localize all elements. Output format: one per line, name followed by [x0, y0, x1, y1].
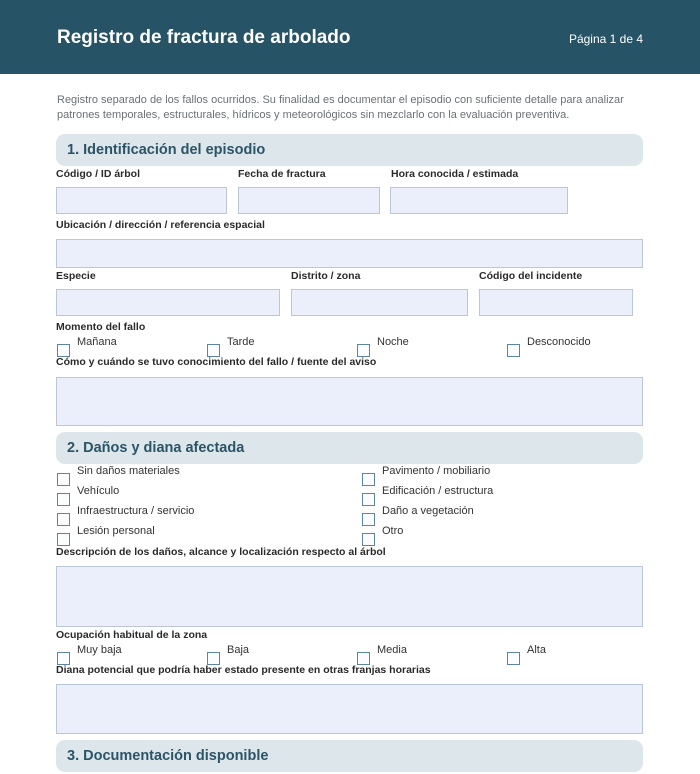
danos-option-label: Sin daños materiales — [77, 465, 180, 477]
ocupacion-checkbox-alta[interactable] — [507, 652, 520, 665]
conocimiento-textarea[interactable] — [56, 377, 643, 426]
danos-checkbox[interactable] — [57, 513, 70, 526]
section-identificacion-header — [56, 134, 643, 166]
incidente-label: Código del incidente — [479, 270, 583, 282]
momento-option-label: Noche — [377, 336, 409, 348]
distrito-label: Distrito / zona — [291, 270, 361, 282]
section-danos-header — [56, 432, 643, 464]
fecha-label: Fecha de fractura — [238, 168, 326, 180]
danos-checkbox[interactable] — [57, 493, 70, 506]
section-title: 3. Documentación disponible — [67, 748, 269, 764]
diana-textarea[interactable] — [56, 684, 643, 734]
ubicacion-label: Ubicación / dirección / referencia espacial — [56, 219, 265, 231]
section-documentacion-header — [56, 740, 643, 772]
form-title: Registro de fractura de arbolado — [57, 27, 351, 48]
fecha-field[interactable] — [238, 187, 380, 214]
descripcion-textarea[interactable] — [56, 566, 643, 627]
danos-option-label: Lesión personal — [77, 525, 155, 537]
danos-option-label: Daño a vegetación — [382, 505, 474, 517]
diana-label: Diana potencial que podría haber estado presente en otras franjas horarias — [56, 664, 431, 676]
momento-option-label: Mañana — [77, 336, 117, 348]
danos-checkbox[interactable] — [362, 513, 375, 526]
ubicacion-field[interactable] — [56, 239, 643, 268]
especie-label: Especie — [56, 270, 96, 282]
codigo-field[interactable] — [56, 187, 227, 214]
danos-checkbox[interactable] — [57, 533, 70, 546]
incidente-field[interactable] — [479, 289, 633, 316]
danos-checkbox[interactable] — [362, 493, 375, 506]
ocupacion-option-label: Media — [377, 644, 407, 656]
ocupacion-label: Ocupación habitual de la zona — [56, 629, 208, 641]
ocupacion-option-label: Baja — [227, 644, 250, 656]
especie-field[interactable] — [56, 289, 280, 316]
descripcion-label: Descripción de los daños, alcance y localización respecto al árbol — [56, 546, 386, 558]
section-title: 2. Daños y diana afectada — [67, 440, 245, 456]
danos-option-label: Otro — [382, 525, 404, 537]
momento-label: Momento del fallo — [56, 321, 146, 333]
codigo-label: Código / ID árbol — [56, 168, 140, 180]
momento-option-label: Desconocido — [527, 336, 591, 348]
page-header — [0, 0, 700, 74]
page-number: Página 1 de 4 — [568, 32, 643, 46]
section-title: 1. Identificación del episodio — [67, 142, 266, 158]
danos-option-label: Infraestructura / servicio — [77, 505, 195, 517]
ocupacion-option-label: Muy baja — [77, 644, 122, 656]
momento-checkbox-desconocido[interactable] — [507, 344, 520, 357]
danos-checkbox[interactable] — [362, 473, 375, 486]
danos-checkbox[interactable] — [362, 533, 375, 546]
hora-field[interactable] — [390, 187, 568, 214]
danos-option-label: Pavimento / mobiliario — [382, 465, 491, 477]
danos-checkbox[interactable] — [57, 473, 70, 486]
danos-option-label: Edificación / estructura — [382, 485, 494, 497]
momento-option-label: Tarde — [227, 336, 255, 348]
hora-label: Hora conocida / estimada — [391, 168, 519, 180]
danos-option-label: Vehículo — [77, 485, 120, 497]
ocupacion-option-label: Alta — [527, 644, 546, 656]
conocimiento-label: Cómo y cuándo se tuvo conocimiento del fallo / fuente del aviso — [56, 356, 377, 368]
intro-text: Registro separado de los fallos ocurridos. Su finalidad es documentar el episodio con suficiente detalle para analizar patrones temporales, estructurales, hídricos y meteorológicos sin mezclarlo con la evaluación preventiva. — [57, 94, 624, 121]
distrito-field[interactable] — [291, 289, 468, 316]
